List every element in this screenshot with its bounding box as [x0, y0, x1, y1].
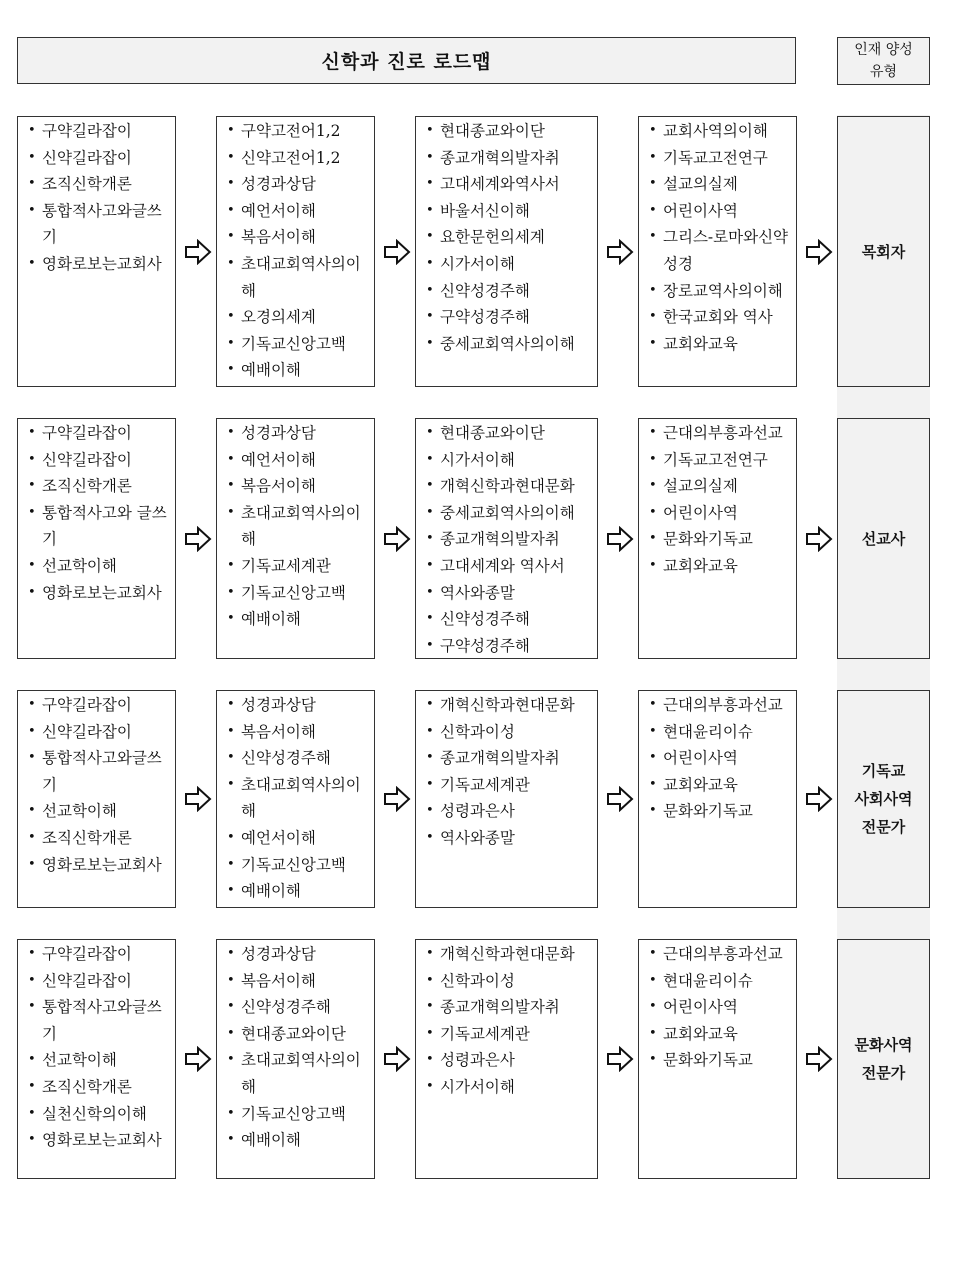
course-item: • 현대종교와이단 [227, 1021, 370, 1048]
course-item: • 개혁신학과현대문화 [426, 473, 593, 500]
course-item: • 선교학이해 [28, 553, 171, 580]
arrow-right-icon [184, 239, 212, 265]
course-item: • 조직신학개론 [28, 171, 171, 198]
course-item: • 바울서신이해 [426, 198, 593, 225]
course-item: • 교회와교육 [649, 331, 792, 358]
course-item: • 성령과은사 [426, 1047, 593, 1074]
course-item: • 예언서이해 [227, 825, 370, 852]
course-item: • 역사와종말 [426, 580, 593, 607]
course-item: • 신학과이성 [426, 719, 593, 746]
course-item: • 어린이사역 [649, 198, 792, 225]
course-list [649, 420, 792, 580]
course-list [227, 941, 370, 1154]
course-box [415, 690, 598, 908]
course-item: • 성경과상담 [227, 941, 370, 968]
course-item: • 구약길라잡이 [28, 692, 171, 719]
course-item: • 신약성경주해 [426, 606, 593, 633]
course-box [17, 939, 176, 1179]
course-item: • 초대교회역사의이해 [227, 1047, 370, 1100]
course-item: • 구약성경주해 [426, 633, 593, 660]
course-box [216, 939, 375, 1179]
arrow-right-icon [383, 786, 411, 812]
course-item: • 구약길라잡이 [28, 420, 171, 447]
arrow-right-icon [606, 526, 634, 552]
course-item: • 시가서이해 [426, 447, 593, 474]
course-item: • 현대윤리이슈 [649, 719, 792, 746]
course-item: • 신약길라잡이 [28, 447, 171, 474]
course-item: • 개혁신학과현대문화 [426, 941, 593, 968]
course-item: • 통합적사고와글쓰기 [28, 198, 171, 251]
course-list [649, 118, 792, 357]
course-item: • 현대종교와이단 [426, 118, 593, 145]
course-item: • 요한문헌의세계 [426, 224, 593, 251]
course-list [227, 420, 370, 633]
course-item: • 종교개혁의발자취 [426, 145, 593, 172]
course-box [415, 939, 598, 1179]
course-item: • 시가서이해 [426, 1074, 593, 1101]
course-item: • 역사와종말 [426, 825, 593, 852]
course-box [638, 690, 797, 908]
course-item: • 영화로보는교회사 [28, 580, 171, 607]
course-box [216, 116, 375, 387]
course-item: • 신약길라잡이 [28, 719, 171, 746]
course-box [638, 116, 797, 387]
course-item: • 한국교회와 역사 [649, 304, 792, 331]
course-item: • 신약길라잡이 [28, 968, 171, 995]
course-item: • 문화와기독교 [649, 1047, 792, 1074]
course-item: • 고대세계와역사서 [426, 171, 593, 198]
course-item: • 설교의실제 [649, 473, 792, 500]
roadmap-title: 신학과 진로 로드맵 [17, 37, 796, 84]
course-item: • 고대세계와 역사서 [426, 553, 593, 580]
course-list [649, 941, 792, 1074]
course-item: • 신약성경주해 [426, 278, 593, 305]
course-item: • 통합적사고와글쓰기 [28, 994, 171, 1047]
course-item: • 근대의부흥과선교 [649, 692, 792, 719]
course-item: • 교회사역의이해 [649, 118, 792, 145]
arrow-right-icon [805, 786, 833, 812]
course-item: • 종교개혁의발자취 [426, 745, 593, 772]
course-item: • 중세교회역사의이해 [426, 500, 593, 527]
course-item: • 기독교고전연구 [649, 447, 792, 474]
course-item: • 문화와기독교 [649, 798, 792, 825]
arrow-right-icon [805, 1046, 833, 1072]
course-item: • 영화로보는교회사 [28, 1127, 171, 1154]
course-list [28, 118, 171, 278]
course-list [227, 118, 370, 384]
course-item: • 복음서이해 [227, 473, 370, 500]
course-item: • 성경과상담 [227, 420, 370, 447]
course-box [216, 690, 375, 908]
course-list [28, 692, 171, 878]
course-item: • 기독교세계관 [426, 772, 593, 799]
course-item: • 예언서이해 [227, 447, 370, 474]
course-item: • 기독교신앙고백 [227, 852, 370, 879]
arrow-right-icon [383, 239, 411, 265]
talent-type-label: 기독교 사회사역 전문가 [837, 690, 930, 908]
course-item: • 통합적사고와글쓰기 [28, 745, 171, 798]
course-item: • 초대교회역사의이해 [227, 500, 370, 553]
course-item: • 예언서이해 [227, 198, 370, 225]
course-item: • 성령과은사 [426, 798, 593, 825]
course-list [28, 941, 171, 1154]
course-item: • 장로교역사의이해 [649, 278, 792, 305]
course-item: • 교회와교육 [649, 553, 792, 580]
course-item: • 기독교세계관 [426, 1021, 593, 1048]
arrow-right-icon [383, 1046, 411, 1072]
course-item: • 신약성경주해 [227, 994, 370, 1021]
course-box [17, 418, 176, 659]
course-item: • 선교학이해 [28, 798, 171, 825]
course-item: • 구약길라잡이 [28, 118, 171, 145]
course-item: • 근대의부흥과선교 [649, 941, 792, 968]
talent-type-label: 문화사역 전문가 [837, 939, 930, 1179]
course-item: • 종교개혁의발자취 [426, 994, 593, 1021]
course-item: • 구약길라잡이 [28, 941, 171, 968]
course-item: • 예배이해 [227, 606, 370, 633]
course-item: • 초대교회역사의이해 [227, 772, 370, 825]
course-box [17, 116, 176, 387]
course-item: • 어린이사역 [649, 994, 792, 1021]
course-list [649, 692, 792, 825]
course-item: • 예배이해 [227, 878, 370, 905]
course-item: • 성경과상담 [227, 692, 370, 719]
arrow-right-icon [184, 526, 212, 552]
course-list [28, 420, 171, 606]
course-item: • 어린이사역 [649, 745, 792, 772]
course-item: • 초대교회역사의이해 [227, 251, 370, 304]
course-list [426, 941, 593, 1101]
course-list [426, 692, 593, 852]
course-item: • 현대윤리이슈 [649, 968, 792, 995]
arrow-right-icon [606, 786, 634, 812]
course-item: • 예배이해 [227, 357, 370, 384]
course-item: • 오경의세계 [227, 304, 370, 331]
arrow-right-icon [606, 1046, 634, 1072]
course-item: • 기독교고전연구 [649, 145, 792, 172]
course-item: • 조직신학개론 [28, 825, 171, 852]
course-item: • 영화로보는교회사 [28, 852, 171, 879]
arrow-right-icon [805, 239, 833, 265]
course-item: • 교회와교육 [649, 1021, 792, 1048]
course-item: • 교회와교육 [649, 772, 792, 799]
course-item: • 복음서이해 [227, 224, 370, 251]
course-box [216, 418, 375, 659]
course-item: • 통합적사고와 글쓰기 [28, 500, 171, 553]
course-item: • 어린이사역 [649, 500, 792, 527]
course-item: • 개혁신학과현대문화 [426, 692, 593, 719]
arrow-right-icon [606, 239, 634, 265]
course-list [426, 118, 593, 357]
course-item: • 실천신학의이해 [28, 1101, 171, 1128]
arrow-right-icon [805, 526, 833, 552]
course-item: • 예배이해 [227, 1127, 370, 1154]
course-item: • 기독교신앙고백 [227, 331, 370, 358]
talent-type-label: 목회자 [837, 116, 930, 387]
course-item: • 신약성경주해 [227, 745, 370, 772]
course-item: • 설교의실제 [649, 171, 792, 198]
course-item: • 조직신학개론 [28, 473, 171, 500]
course-item: • 복음서이해 [227, 719, 370, 746]
arrow-right-icon [184, 1046, 212, 1072]
course-item: • 중세교회역사의이해 [426, 331, 593, 358]
course-item: • 기독교세계관 [227, 553, 370, 580]
course-box [638, 418, 797, 659]
course-item: • 신학과이성 [426, 968, 593, 995]
course-item: • 신약고전어1,2 [227, 145, 370, 172]
course-list [426, 420, 593, 659]
course-item: • 종교개혁의발자취 [426, 526, 593, 553]
course-item: • 현대종교와이단 [426, 420, 593, 447]
course-box [415, 418, 598, 659]
course-item: • 신약길라잡이 [28, 145, 171, 172]
course-item: • 기독교신앙고백 [227, 580, 370, 607]
course-item: • 구약고전어1,2 [227, 118, 370, 145]
course-item: • 기독교신앙고백 [227, 1101, 370, 1128]
course-item: • 성경과상담 [227, 171, 370, 198]
course-item: • 조직신학개론 [28, 1074, 171, 1101]
course-item: • 그리스-로마와신약성경 [649, 224, 792, 277]
course-box [638, 939, 797, 1179]
course-item: • 구약성경주해 [426, 304, 593, 331]
course-item: • 근대의부흥과선교 [649, 420, 792, 447]
talent-type-header: 인재 양성 유형 [837, 37, 930, 85]
course-item: • 시가서이해 [426, 251, 593, 278]
course-item: • 복음서이해 [227, 968, 370, 995]
arrow-right-icon [383, 526, 411, 552]
arrow-right-icon [184, 786, 212, 812]
course-list [227, 692, 370, 905]
course-box [17, 690, 176, 908]
course-box [415, 116, 598, 387]
course-item: • 선교학이해 [28, 1047, 171, 1074]
course-item: • 문화와기독교 [649, 526, 792, 553]
course-item: • 영화로보는교회사 [28, 251, 171, 278]
talent-type-label: 선교사 [837, 418, 930, 659]
